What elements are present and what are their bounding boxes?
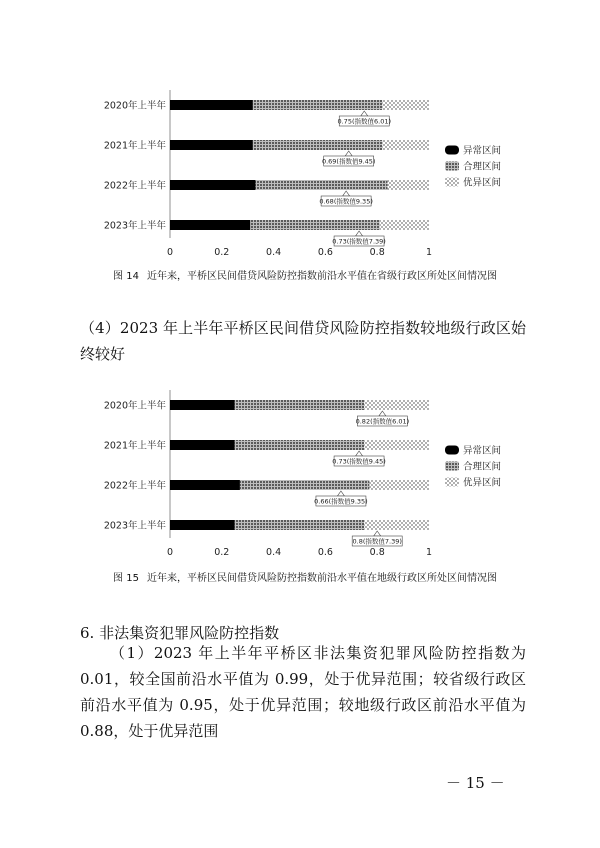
bar-segment-excellent: [382, 100, 429, 110]
bar-segment-abnormal: [170, 480, 240, 490]
legend-label: 优异区间: [463, 177, 502, 189]
bar-segment-excellent: [364, 440, 429, 450]
bar-segment-excellent: [364, 520, 429, 530]
bar-segment-reasonable: [253, 100, 383, 110]
bar-segment-reasonable: [235, 440, 365, 450]
marker-pointer: [343, 191, 350, 196]
marker-pointer: [374, 531, 381, 536]
category-label: 2020年上半年: [103, 400, 166, 412]
marker-label: 0.73(指数值9.45): [332, 457, 386, 466]
bar-segment-reasonable: [255, 180, 387, 190]
bar-segment-abnormal: [170, 220, 250, 230]
x-tick-label: 0.4: [266, 547, 282, 558]
x-tick-label: 0.4: [266, 247, 282, 258]
marker-label: 0.68(指数值9.35): [319, 197, 373, 206]
bar-segment-reasonable: [235, 520, 365, 530]
x-tick-label: 0: [166, 547, 174, 558]
caption-fig15-number: 图 15: [113, 573, 139, 584]
marker-label: 0.75(指数值6.01): [337, 117, 392, 126]
marker-label: 0.69(指数值9.45): [321, 157, 376, 166]
legend-label: 合理区间: [463, 461, 502, 473]
marker-label: 0.66(指数值9.35): [314, 497, 368, 506]
caption-fig14-text: 近年来，平桥区民间借贷风险防控指数前沿水平值在省级行政区所处区间情况图: [146, 271, 497, 282]
bar-segment-reasonable: [253, 140, 383, 150]
caption-fig15-text: 近年来，平桥区民间借贷风险防控指数前沿水平值在地级行政区所处区间情况图: [146, 573, 497, 584]
x-tick-label: 0.2: [214, 247, 230, 258]
category-label: 2021年上半年: [103, 440, 166, 452]
section-heading-4: （4）2023 年上半年平桥区民间借贷风险防控指数较地级行政区始终较好: [80, 319, 526, 363]
marker-label: 0.8(指数值7.39): [352, 537, 402, 546]
x-tick-label: 0.6: [317, 247, 333, 258]
category-label: 2020年上半年: [103, 100, 166, 112]
bar-segment-reasonable: [250, 220, 379, 230]
caption-fig14-number: 图 14: [113, 271, 139, 282]
bar-segment-excellent: [369, 480, 429, 490]
category-label: 2021年上半年: [103, 140, 166, 152]
legend-label: 优异区间: [463, 477, 502, 489]
bar-segment-abnormal: [170, 140, 253, 150]
legend-swatch: [445, 162, 459, 171]
category-label: 2023年上半年: [103, 220, 166, 232]
section-heading-6: 6. 非法集资犯罪风险防控指数: [80, 624, 280, 642]
marker-label: 0.82(指数值6.01): [355, 417, 410, 426]
legend-label: 异常区间: [463, 145, 502, 157]
legend-swatch: [445, 462, 459, 471]
x-tick-label: 1: [425, 247, 433, 258]
legend-swatch: [445, 178, 459, 187]
marker-pointer: [379, 411, 386, 416]
legend-swatch: [445, 478, 459, 487]
bar-segment-excellent: [364, 400, 429, 410]
x-tick-label: 0.6: [317, 547, 333, 558]
paragraph-illegal-fundraising: （1）2023 年上半年平桥区非法集资犯罪风险防控指数为 0.01，较全国前沿水平值为 0.99，处于优异范围；较省级行政区前沿水平值为 0.95，处于优异范围；较地级行政区前沿水平值为 0.88，处于优异范围: [80, 644, 526, 740]
marker-pointer: [356, 451, 363, 456]
bar-segment-excellent: [380, 220, 429, 230]
x-tick-label: 0.2: [214, 547, 230, 558]
marker-pointer: [337, 491, 344, 496]
bar-segment-reasonable: [240, 480, 370, 490]
bar-segment-abnormal: [170, 100, 253, 110]
category-label: 2022年上半年: [103, 180, 166, 192]
marker-pointer: [361, 111, 368, 116]
bar-segment-abnormal: [170, 440, 235, 450]
legend-swatch: [445, 446, 459, 455]
marker-pointer: [345, 151, 352, 156]
chart-fig15: [95, 388, 565, 560]
chart-fig14: [95, 88, 565, 260]
page-number: － 15 －: [446, 774, 505, 792]
caption-fig15: [70, 572, 540, 586]
x-tick-label: 0: [166, 247, 174, 258]
x-tick-label: 0.8: [369, 247, 385, 258]
legend-label: 异常区间: [463, 445, 502, 457]
category-label: 2022年上半年: [103, 480, 166, 492]
x-tick-label: 0.8: [369, 547, 385, 558]
bar-segment-excellent: [382, 140, 429, 150]
bar-segment-excellent: [388, 180, 429, 190]
bar-segment-abnormal: [170, 400, 235, 410]
bar-segment-abnormal: [170, 180, 255, 190]
marker-pointer: [356, 231, 363, 236]
bar-segment-abnormal: [170, 520, 235, 530]
legend-swatch: [445, 146, 459, 155]
chart-svg: [95, 388, 565, 560]
marker-label: 0.73(指数值7.39): [332, 237, 386, 246]
chart-svg: [95, 88, 565, 260]
category-label: 2023年上半年: [103, 520, 166, 532]
caption-fig14: [70, 270, 540, 284]
bar-segment-reasonable: [235, 400, 365, 410]
x-tick-label: 1: [425, 547, 433, 558]
legend-label: 合理区间: [463, 161, 502, 173]
